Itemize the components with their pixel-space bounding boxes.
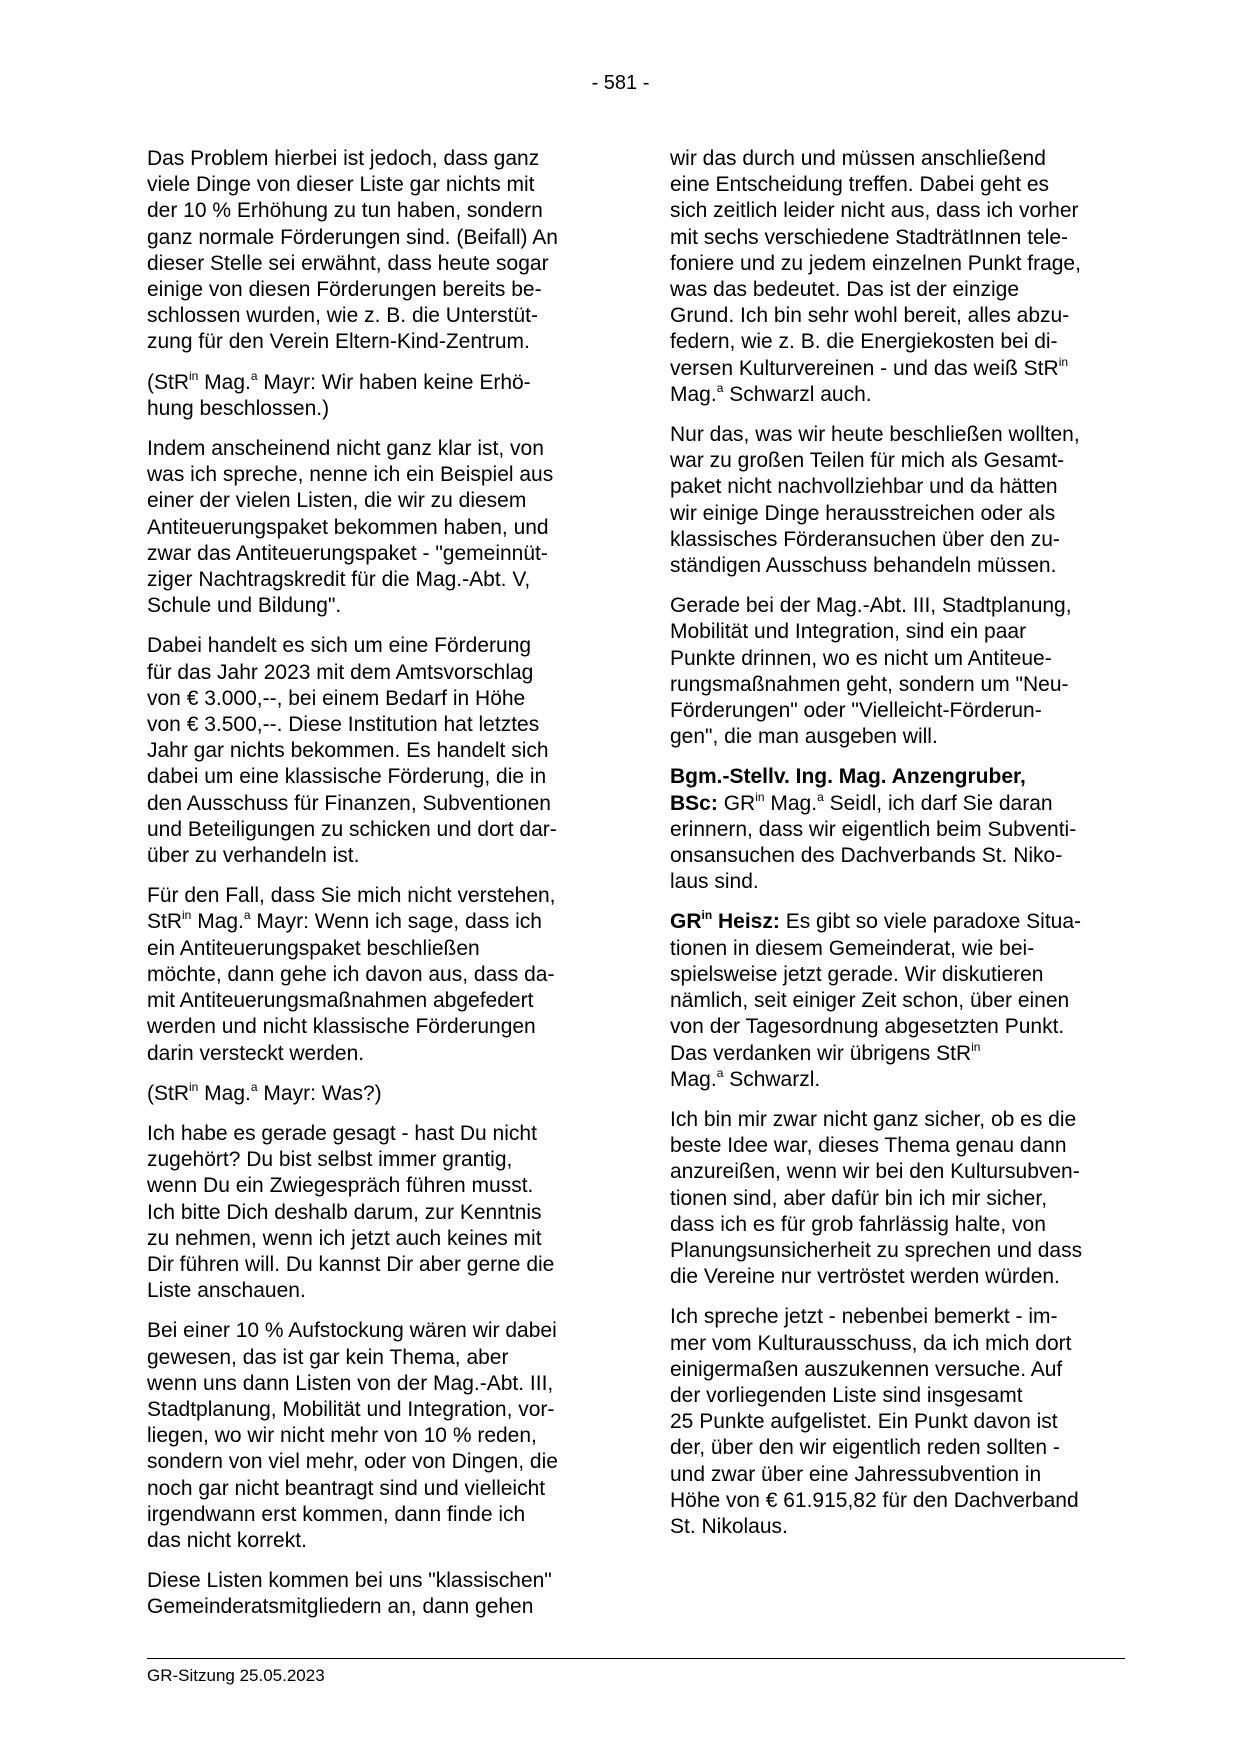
- paragraph: Dabei handelt es sich um eine Förderung für das Jahr 2023 mit dem Amtsvorschlag von € 3.000,--, bei einem Bedarf in Höhe von € 3.500,--. Diese Institution hat letztes Jahr gar nichts bekommen. Es handelt sich dabei um eine klassische Förderung, die in den Ausschuss für Finanzen, Subventionen und Beteiligungen zu schicken und dort dar- über zu verhandeln ist.: [147, 634, 557, 868]
- paragraph: Diese Listen kommen bei uns "klassischen" Gemeinderatsmitgliedern an, dann gehen: [147, 1569, 552, 1619]
- paragraph: Indem anscheinend nicht ganz klar ist, von was ich spreche, nenne ich ein Beispiel aus einer der vielen Listen, die wir zu diesem Antiteuerungspaket bekommen haben, und zwar das Antiteuerungspaket - "gemeinnüt- ziger Nachtragskredit für die Mag.-Abt. V, Schule und Bildung".: [147, 437, 554, 618]
- speaker-name: Bgm.-Stellv. Ing. Mag. Anzengruber, BSc:: [670, 765, 1026, 815]
- speaker-name: $GR^{in}$ Heisz:: [670, 908, 780, 934]
- paragraph: Gerade bei der Mag.-Abt. III, Stadtplanung, Mobilität und Integration, sind ein paar Punkte drinnen, wo es nicht um Antiteue- rungsmaßnahmen geht, sondern um "Neu- Förderungen" oder "Vielleicht-Förderun- gen", die man ausgeben will.: [670, 594, 1072, 749]
- right-column: [670, 146, 1122, 1554]
- footer-divider: [147, 1658, 1125, 1659]
- paragraph: Ich bin mir zwar nicht ganz sicher, ob es die beste Idee war, dieses Thema genau dann anzureißen, wenn wir bei den Kultursubven- tionen sind, aber dafür bin ich mir sicher, dass ich es für grob fahrlässig halte, von Planungsunsicherheit zu sprechen und dass die Vereine nur vertröstet werden würden.: [670, 1107, 1083, 1289]
- paragraph: Nur das, was wir heute beschließen wollten, war zu großen Teilen für mich als Gesamt- paket nicht nachvollziehbar und da hätten wir einige Dinge herausstreichen oder als klassisches Förderansuchen über den zu- ständigen Ausschuss behandeln müssen.: [670, 423, 1080, 578]
- left-column: [147, 146, 599, 1635]
- page-number: - 581 -: [591, 72, 650, 94]
- paragraph: Bei einer 10 % Aufstockung wären wir dabei gewesen, das ist gar kein Thema, aber wenn uns dann Listen von der Mag.-Abt. III, Stadtplanung, Mobilität und Integration, vor- liegen, wo wir nicht mehr von 10 % reden, sondern von viel mehr, oder von Dingen, die noch gar nicht beantragt sind und vielleicht irgendwann erst kommen, dann finde ich das nicht korrekt.: [147, 1319, 558, 1552]
- interjection: (StR$^{in}$ Mag.$^a$ Mayr: Was?): [147, 1079, 382, 1105]
- interjection: (StR$^{in}$ Mag.$^a$ Mayr: Wir haben keine Erhö- hung beschlossen.): [147, 368, 531, 420]
- footer-text: GR-Sitzung 25.05.2023: [147, 1666, 325, 1685]
- paragraph: Ich habe es gerade gesagt - hast Du nicht zugehört? Du bist selbst immer grantig, wenn Du ein Zwiegespräch führen musst. Ich bitte Dich deshalb darum, zur Kenntnis zu nehmen, wenn ich jetzt auch keines mit Dir führen will. Du kannst Dir aber gerne die Liste anschauen.: [147, 1121, 555, 1303]
- paragraph: wir das durch und müssen anschließend eine Entscheidung treffen. Dabei geht es sich zeitlich leider nicht aus, dass ich vorher mit sechs verschiedene StadträtInnen tele- foniere und zu jedem einzelnen Punkt frage, was das bedeutet. Das ist der einzige Grund. Ich bin sehr wohl bereit, alles abzu- federn, wie z. B. die Energiekosten bei di- versen Kulturvereinen - und das weiß StR$^{in}$ Mag.$^a$ Schwarzl auch.: [670, 147, 1081, 406]
- speech-paragraph: $GR^{in}$ Heisz: Es gibt so viele paradoxe Situa- tionen in diesem Gemeinderat, wie bei- spielsweise jetzt gerade. Wir diskutieren nämlich, seit einiger Zeit schon, über einen von der Tagesordnung abgesetzten Punkt. Das verdanken wir übrigens StR$^{in}$ Mag.$^a$ Schwarzl.: [670, 908, 1082, 1091]
- paragraph: Für den Fall, dass Sie mich nicht verstehen, StR$^{in}$ Mag.$^a$ Mayr: Wenn ich sage, dass ich ein Antiteuerungspaket beschließen möchte, dann gehe ich davon aus, dass da- mit Antiteuerungsmaßnahmen abgefedert werden und nicht klassische Förderungen darin versteckt werden.: [147, 884, 556, 1065]
- paragraph: Ich spreche jetzt - nebenbei bemerkt - im- mer vom Kulturausschuss, da ich mich dort einigermaßen auszukennen versuche. Auf der vorliegenden Liste sind insgesamt 25 Punkte aufgelistet. Ein Punkt davon ist der, über den wir eigentlich reden sollten - und zwar über eine Jahressubvention in Höhe von € 61.915,82 für den Dachverband St. Nikolaus.: [670, 1305, 1079, 1538]
- speech-paragraph: Bgm.-Stellv. Ing. Mag. Anzengruber, BSc: $GR^{in}$ Mag.$^a$ Seidl, ich darf Sie daran erinnern, dass wir eigentlich beim Subventi- onsansuchen des Dachverbands St. Niko- laus sind.: [670, 765, 1077, 894]
- paragraph: Das Problem hierbei ist jedoch, dass ganz viele Dinge von dieser Liste gar nichts mit der 10 % Erhöhung zu tun haben, sondern ganz normale Förderungen sind. (Beifall) An dieser Stelle sei erwähnt, dass heute sogar einige von diesen Förderungen bereits be- schlossen wurden, wie z. B. die Unterstüt- zung für den Verein Eltern-Kind-Zentrum.: [147, 147, 558, 354]
